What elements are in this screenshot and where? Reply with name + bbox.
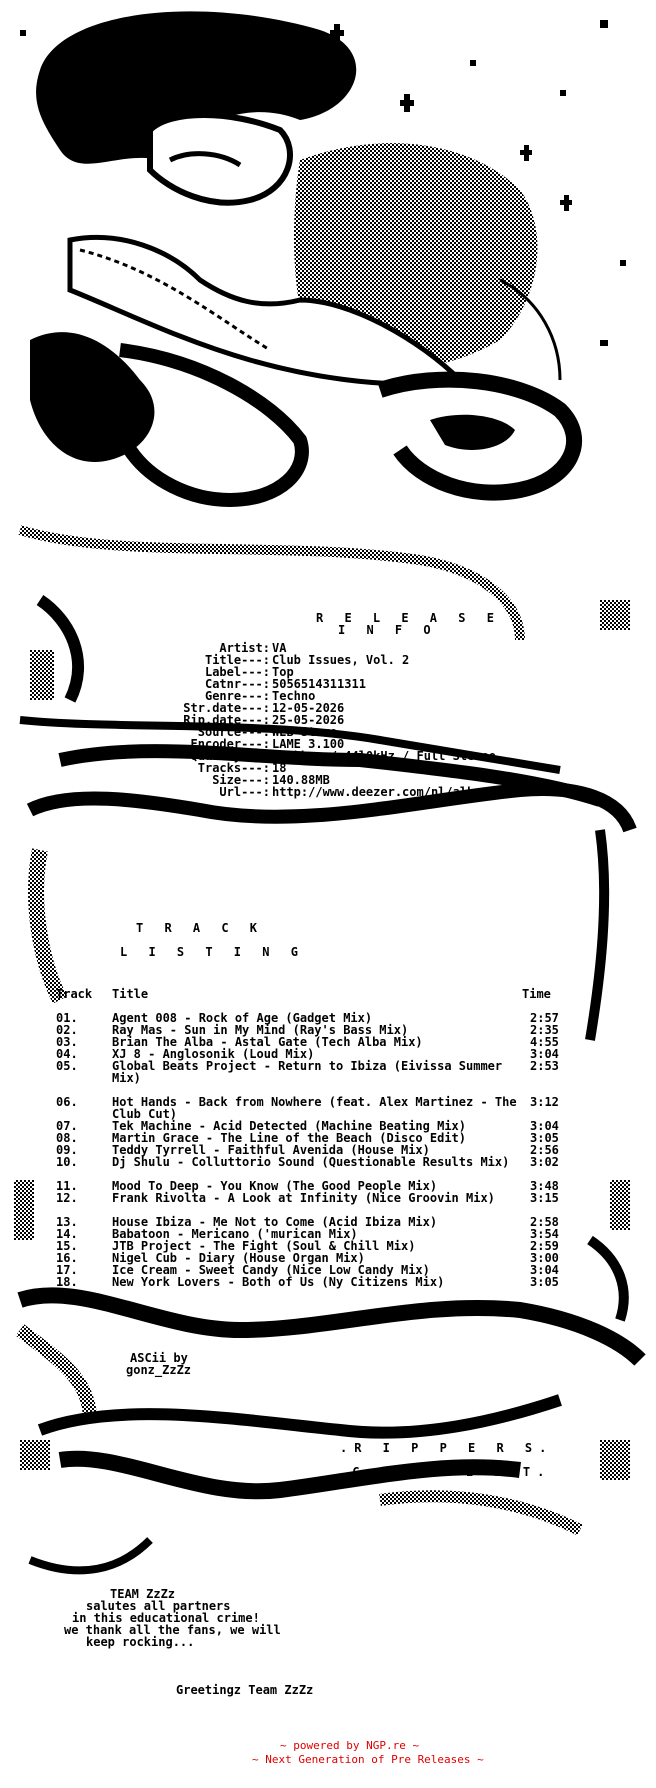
track-number: 07. (56, 1119, 78, 1133)
track-number: 06. (56, 1095, 78, 1109)
info-value: VA (272, 641, 287, 655)
track-title: Martin Grace - The Line of the Beach (Disco Edit) (112, 1131, 467, 1145)
track-heading: T R A C K (136, 921, 265, 935)
comment-line: in this educational crime! (72, 1611, 260, 1625)
track-number: 03. (56, 1035, 78, 1049)
info-key: Encoder---: (190, 737, 270, 751)
info-key: Catnr---: (204, 677, 270, 691)
info-value: http://www.deezer.com/nl/album/981068291 (272, 785, 561, 799)
info-row-url (150, 786, 610, 798)
track-number: 11. (56, 1179, 78, 1193)
column-title: Title (112, 987, 149, 1001)
track-title: Ray Mas - Sun in My Mind (Ray's Bass Mix) (112, 1023, 409, 1037)
footer-tagline: ~ Next Generation of Pre Releases ~ (252, 1753, 484, 1766)
track-time: 2:59 (530, 1239, 559, 1253)
comment-line: salutes all partners (86, 1599, 231, 1613)
track-title: Teddy Tyrrell - Faithful Avenida (House Mix) (112, 1143, 430, 1157)
track-time: 3:05 (530, 1275, 559, 1289)
track-title: Brian The Alba - Astal Gate (Tech Alba Mix) (112, 1035, 423, 1049)
comment-line: we thank all the fans, we will (64, 1623, 281, 1637)
track-time: 2:58 (530, 1215, 559, 1229)
track-title: Mood To Deep - You Know (The Good People Mix) (112, 1179, 438, 1193)
track-number: 18. (56, 1275, 78, 1289)
release-heading: R E L E A S E (316, 611, 501, 625)
track-time: 2:35 (530, 1023, 559, 1037)
track-time: 3:54 (530, 1227, 559, 1241)
track-time: 2:57 (530, 1011, 559, 1025)
track-number: 16. (56, 1251, 78, 1265)
track-title: XJ 8 - Anglosonik (Loud Mix) (112, 1047, 315, 1061)
track-title: Agent 008 - Rock of Age (Gadget Mix) (112, 1011, 373, 1025)
track-number: 01. (56, 1011, 78, 1025)
info-key: Str.date---: (183, 701, 270, 715)
info-value: 5056514311311 (272, 677, 366, 691)
info-key: Url---: (219, 785, 270, 799)
track-number: 09. (56, 1143, 78, 1157)
track-time: 3:12 (530, 1095, 559, 1109)
track-time: 4:55 (530, 1035, 559, 1049)
info-value: 320kbps / 44l0kHz / Full Stereo (272, 749, 496, 763)
track-number: 05. (56, 1059, 78, 1073)
comment-line: keep rocking... (86, 1635, 195, 1649)
info-key: Quality---: (190, 749, 270, 763)
credit-author: gonz_ZzZz (126, 1363, 192, 1377)
comment-frame-art (20, 1400, 630, 1570)
info-key: Rip.date---: (183, 713, 270, 727)
track-title: Babatoon - Mericano ('murican Mix) (112, 1227, 358, 1241)
info-key: Title---: (204, 653, 270, 667)
track-number: 02. (56, 1023, 78, 1037)
track-title: Ice Cream - Sweet Candy (Nice Low Candy Mix) (112, 1263, 430, 1277)
info-key: Genre---: (204, 689, 270, 703)
info-value: Club Issues, Vol. 2 (272, 653, 410, 667)
track-time: 2:56 (530, 1143, 559, 1157)
track-time: 3:00 (530, 1251, 559, 1265)
track-time: 3:04 (530, 1119, 559, 1133)
info-value: 25-05-2026 (272, 713, 345, 727)
info-heading: I N F O (338, 623, 438, 637)
listing-heading: L I S T I N G (120, 945, 305, 959)
info-value: Top (272, 665, 294, 679)
track-number: 17. (56, 1263, 78, 1277)
figure-art (20, 11, 626, 500)
track-number: 12. (56, 1191, 78, 1205)
track-time: 3:15 (530, 1191, 559, 1205)
info-key: Tracks---: (197, 761, 270, 775)
track-title: Hot Hands - Back from Nowhere (feat. Alex Martinez - The Club Cut) (112, 1095, 524, 1121)
footer-powered: ~ powered by NGP.re ~ (280, 1739, 420, 1752)
track-title: Nigel Cub - Diary (House Organ Mix) (112, 1251, 365, 1265)
track-title: Dj Shulu - Colluttorio Sound (Questionable Results Mix) (112, 1155, 510, 1169)
track-title: Tek Machine - Acid Detected (Machine Beating Mix) (112, 1119, 467, 1133)
info-value: LAME 3.100 (272, 737, 345, 751)
comment-heading: .C O M M E N T. (338, 1465, 552, 1479)
rippers-heading: .R I P P E R S. (340, 1441, 554, 1455)
track-title: New York Lovers - Both of Us (Ny Citizens Mix) (112, 1275, 445, 1289)
info-value: 140.88MB (272, 773, 330, 787)
track-time: 3:02 (530, 1155, 559, 1169)
info-value: Techno (272, 689, 316, 703)
track-number: 15. (56, 1239, 78, 1253)
info-value: WEB Store (272, 725, 338, 739)
track-title: Frank Rivolta - A Look at Infinity (Nice Groovin Mix) (112, 1191, 495, 1205)
track-time: 2:53 (530, 1059, 559, 1073)
track-time: 3:04 (530, 1263, 559, 1277)
track-title: House Ibiza - Me Not to Come (Acid Ibiza Mix) (112, 1215, 438, 1229)
info-key: Label---: (204, 665, 270, 679)
info-key: Source---: (197, 725, 270, 739)
track-number: 13. (56, 1215, 78, 1229)
track-number: 04. (56, 1047, 78, 1061)
comment-line: TEAM ZzZz (110, 1587, 176, 1601)
track-time: 3:05 (530, 1131, 559, 1145)
credit-line: ASCii by (130, 1351, 188, 1365)
info-key: Size---: (212, 773, 270, 787)
column-time: Time (522, 987, 551, 1001)
info-key: Artist: (219, 641, 270, 655)
column-track: Track (56, 987, 93, 1001)
track-number: 10. (56, 1155, 78, 1169)
greeting: Greetingz Team ZzZz (176, 1683, 314, 1697)
track-number: 08. (56, 1131, 78, 1145)
info-value: 18 (272, 761, 287, 775)
track-title: Global Beats Project - Return to Ibiza (Eivissa Summer Mix) (112, 1059, 510, 1085)
info-value: 12-05-2026 (272, 701, 345, 715)
track-title: JTB Project - The Fight (Soul & Chill Mix) (112, 1239, 416, 1253)
track-time: 3:04 (530, 1047, 559, 1061)
track-number: 14. (56, 1227, 78, 1241)
track-time: 3:48 (530, 1179, 559, 1193)
